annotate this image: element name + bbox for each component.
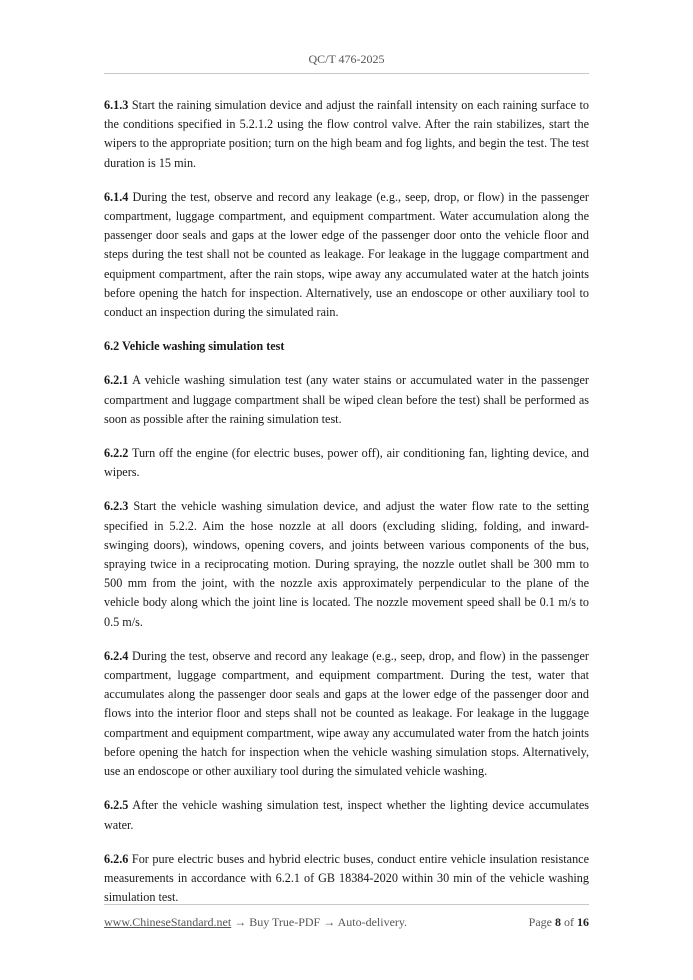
- header-divider: [104, 73, 589, 74]
- clause-text: After the vehicle washing simulation test, inspect whether the lighting device accumulates water.: [104, 798, 589, 832]
- clause-number: 6.2.2: [104, 446, 129, 461]
- auto-delivery-text: Auto-delivery.: [337, 915, 408, 929]
- clause-number: 6.2.1: [104, 373, 129, 388]
- clause-6-2-4: [104, 647, 589, 781]
- clause-text: Start the vehicle washing simulation device, and adjust the water flow rate to the setting specified in 5.2.2. Aim the hose nozzle at all doors (excluding sliding, folding, and inward-swinging doors), windows, opening covers, and joints between various components of the bus, spraying twice in a reciprocating motion. During spraying, the nozzle outlet shall be 300 mm to 500 mm from the joint, with the nozzle axis approximately perpendicular to the plane of the vehicle body along which the joint line is located. The nozzle movement speed shall be 0.1 m/s to 0.5 m/s.: [104, 499, 589, 629]
- page-number: [529, 915, 589, 930]
- clause-6-1-3: [104, 96, 589, 173]
- clause-number: 6.2.3: [104, 499, 129, 514]
- clause-text: During the test, observe and record any leakage (e.g., seep, drop, and flow) in the passenger compartment, luggage compartment, and equipment compartment. During the test, water that accumulates along the passenger door seals and gaps at the lower edge of the passenger door and flows into the interior floor and steps shall not be counted as leakage. For leakage in the luggage compartment and equipment compartment, wipe away any accumulated water from the hatch joints before opening the hatch for inspection when the vehicle washing simulation stops. Alternatively, use an endoscope or other auxiliary tool during the simulated vehicle washing.: [104, 648, 589, 779]
- page-label: Page: [528, 915, 552, 929]
- clause-number: 6.1.3: [104, 98, 129, 112]
- site-link[interactable]: www.ChineseStandard.net: [104, 915, 232, 929]
- footer-divider: [104, 904, 589, 905]
- clause-text: Turn off the engine (for electric buses, power off), air conditioning fan, lighting device, and wipers.: [104, 446, 589, 480]
- clause-6-1-4: [104, 188, 589, 322]
- clause-6-2-6: [104, 850, 589, 908]
- clause-text: Start the raining simulation device and adjust the rainfall intensity on each raining surface to the conditions specified in 5.2.1.2 using the flow control valve. After the rain stabilizes, start the wipers to the appropriate position; turn on the high beam and fog lights, and begin the test. The test duration is 15 min.: [104, 98, 589, 170]
- clause-number: 6.2.4: [104, 648, 129, 663]
- clause-6-2-3: [104, 497, 589, 631]
- page-header: QC/T 476-2025: [308, 52, 385, 66]
- of-label: of: [564, 915, 574, 929]
- page-body: [104, 96, 589, 922]
- page-total: 16: [577, 915, 589, 929]
- page-current: 8: [555, 915, 561, 929]
- clause-6-2-1: [104, 371, 589, 429]
- footer-promo: [104, 915, 407, 930]
- section-heading-6-2: 6.2 Vehicle washing simulation test: [104, 339, 285, 354]
- clause-text: A vehicle washing simulation test (any water stains or accumulated water in the passenger compartment and luggage compartment shall be wiped clean before the test) shall be performed as soon as possible after the raining simulation test.: [104, 373, 589, 426]
- buy-true-pdf-text: Buy True-PDF: [249, 915, 321, 929]
- arrow-right-icon: →: [323, 915, 336, 929]
- clause-number: 6.2.6: [104, 851, 129, 866]
- clause-number: 6.2.5: [104, 798, 129, 813]
- clause-text: During the test, observe and record any leakage (e.g., seep, drop, or flow) in the passenger compartment, luggage compartment, and equipment compartment. Water accumulation along the passenger door seals and gaps at the lower edge of the passenger door onto the vehicle floor and steps during the test shall not be counted as leakage. For leakage in the luggage compartment and equipment compartment, after the rain stops, wipe away any accumulated water at the hatch joints before opening the hatch for inspection. Alternatively, use an endoscope or other auxiliary tool to conduct an inspection during the simulated rain.: [104, 189, 589, 320]
- clause-text: For pure electric buses and hybrid electric buses, conduct entire vehicle insulation resistance measurements in accordance with 6.2.1 of GB 18384-2020 within 30 min of the vehicle washing simulation test.: [104, 851, 589, 905]
- clause-number: 6.1.4: [104, 189, 129, 204]
- clause-6-2-5: [104, 796, 589, 834]
- clause-6-2-2: [104, 444, 589, 482]
- arrow-right-icon: →: [234, 915, 247, 929]
